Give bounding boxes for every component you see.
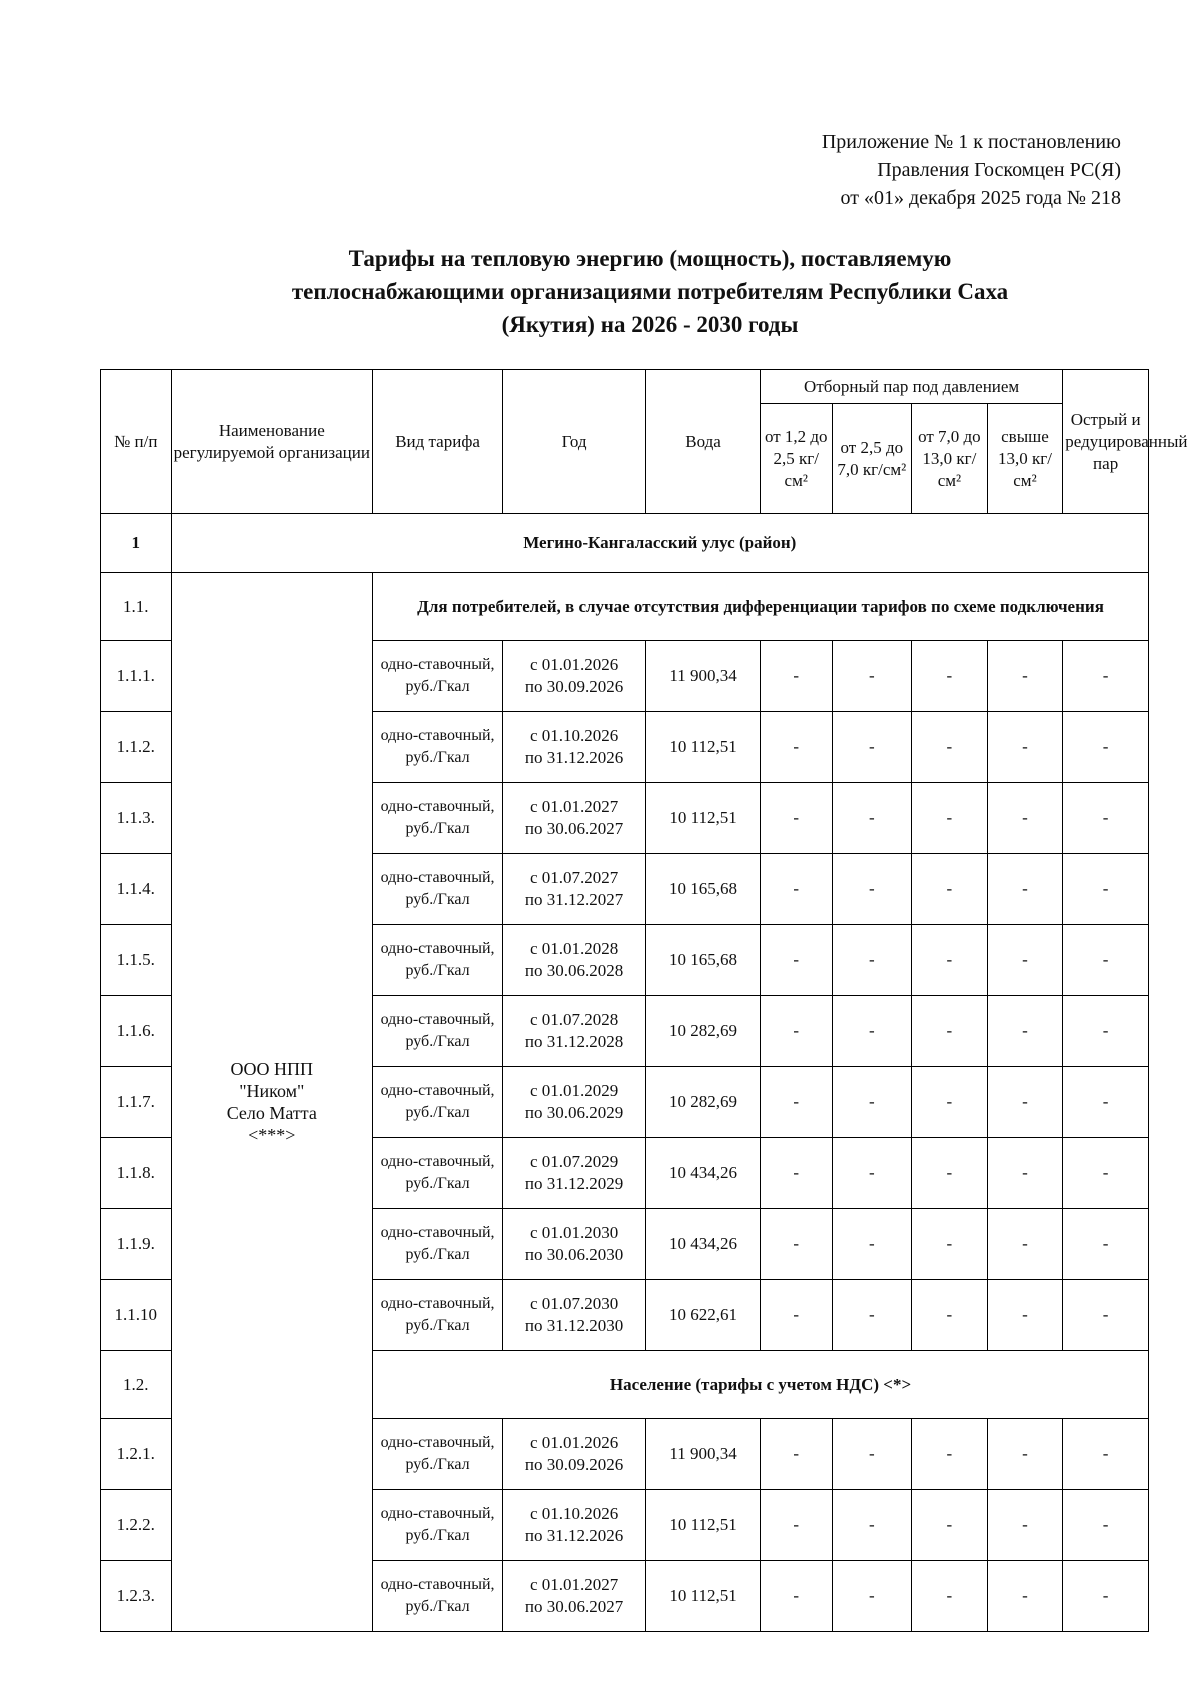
row-sharp-steam: - [1063,925,1149,996]
document-title [180,242,1120,341]
row-num: 1.1.6. [101,996,172,1067]
row-sharp-steam: - [1063,1561,1149,1632]
row-period-from: с 01.07.2028 [529,1010,619,1029]
row-steam-1: - [760,641,832,712]
row-steam-3: - [912,1490,988,1561]
organization-line-4: <***> [248,1125,296,1145]
row-water: 10 165,68 [646,854,761,925]
row-period-to: по 31.12.2029 [524,1174,624,1193]
row-period-from: с 01.01.2026 [529,1433,619,1452]
row-sharp-steam: - [1063,783,1149,854]
appendix-line-2: Правления Госкомцен РС(Я) [877,159,1121,181]
row-steam-1: - [760,1067,832,1138]
row-sharp-steam: - [1063,1067,1149,1138]
row-period-to: по 30.06.2028 [524,961,624,980]
header-steam-1: от 1,2 до 2,5 кг/см² [760,404,832,514]
row-num: 1.2.3. [101,1561,172,1632]
region-num: 1 [101,514,172,573]
row-steam-1: - [760,1419,832,1490]
row-water: 10 112,51 [646,712,761,783]
row-period-from: с 01.07.2027 [529,868,619,887]
row-water: 10 282,69 [646,996,761,1067]
row-period-from: с 01.07.2030 [529,1294,619,1313]
row-steam-1: - [760,1280,832,1351]
row-steam-2: - [832,1138,912,1209]
row-tariff-type: одно-ставочный, руб./Гкал [373,854,503,925]
row-steam-2: - [832,712,912,783]
row-steam-2: - [832,783,912,854]
row-num: 1.1.1. [101,641,172,712]
row-steam-3: - [912,925,988,996]
row-steam-4: - [987,1209,1063,1280]
row-steam-1: - [760,1490,832,1561]
row-period-from: с 01.10.2026 [529,1504,619,1523]
header-num: № п/п [101,370,172,514]
row-steam-1: - [760,1138,832,1209]
row-tariff-type: одно-ставочный, руб./Гкал [373,712,503,783]
row-sharp-steam: - [1063,1209,1149,1280]
row-water: 10 282,69 [646,1067,761,1138]
section-row-1 [101,573,1149,641]
row-tariff-type: одно-ставочный, руб./Гкал [373,925,503,996]
row-water: 10 434,26 [646,1209,761,1280]
header-organization: Наименование регулируемой организации [171,370,373,514]
row-tariff-type: одно-ставочный, руб./Гкал [373,1561,503,1632]
row-period-to: по 30.06.2029 [524,1103,624,1122]
row-period [503,1490,646,1561]
header-steam-2: от 2,5 до 7,0 кг/см² [832,404,912,514]
appendix-reference [521,128,1121,212]
title-line-2: теплоснабжающими организациями потребителям Республики Саха [291,279,1009,304]
header-steam-3: от 7,0 до 13,0 кг/см² [912,404,988,514]
row-steam-2: - [832,1209,912,1280]
row-period-from: с 01.01.2030 [529,1223,619,1242]
row-steam-4: - [987,1067,1063,1138]
row-steam-1: - [760,1209,832,1280]
row-tariff-type: одно-ставочный, руб./Гкал [373,996,503,1067]
row-steam-3: - [912,641,988,712]
row-steam-4: - [987,1419,1063,1490]
row-num: 1.1.9. [101,1209,172,1280]
row-steam-2: - [832,996,912,1067]
row-steam-4: - [987,712,1063,783]
row-steam-1: - [760,854,832,925]
title-line-1: Тарифы на тепловую энергию (мощность), поставляемую [348,246,952,271]
row-period-to: по 31.12.2028 [524,1032,624,1051]
section-2-title: Население (тарифы с учетом НДС) <*> [373,1351,1149,1419]
row-steam-4: - [987,996,1063,1067]
header-tariff-type: Вид тарифа [373,370,503,514]
row-water: 10 622,61 [646,1280,761,1351]
row-period [503,1419,646,1490]
row-water: 10 112,51 [646,1561,761,1632]
organization-line-2: "Ником" [239,1081,305,1101]
row-num: 1.1.7. [101,1067,172,1138]
row-steam-4: - [987,1280,1063,1351]
row-period [503,783,646,854]
organization-line-1: ООО НПП [230,1059,314,1079]
row-period-from: с 01.01.2027 [529,797,619,816]
row-steam-4: - [987,1490,1063,1561]
row-tariff-type: одно-ставочный, руб./Гкал [373,1280,503,1351]
row-water: 10 165,68 [646,925,761,996]
header-steam-group: Отборный пар под давлением [760,370,1062,404]
row-steam-3: - [912,712,988,783]
row-steam-2: - [832,925,912,996]
row-steam-3: - [912,1280,988,1351]
row-sharp-steam: - [1063,854,1149,925]
row-period [503,712,646,783]
row-steam-2: - [832,1419,912,1490]
row-num: 1.1.2. [101,712,172,783]
row-num: 1.1.5. [101,925,172,996]
row-sharp-steam: - [1063,996,1149,1067]
row-steam-3: - [912,783,988,854]
row-steam-4: - [987,641,1063,712]
row-steam-2: - [832,1067,912,1138]
row-period [503,1280,646,1351]
row-period-to: по 31.12.2030 [524,1316,624,1335]
row-period-to: по 30.06.2027 [524,1597,624,1616]
row-period-from: с 01.01.2026 [529,655,619,674]
row-steam-3: - [912,996,988,1067]
row-steam-1: - [760,996,832,1067]
row-steam-2: - [832,1280,912,1351]
row-steam-3: - [912,1067,988,1138]
row-steam-4: - [987,1561,1063,1632]
row-steam-2: - [832,641,912,712]
section-1-title: Для потребителей, в случае отсутствия дифференциации тарифов по схеме подключения [373,573,1149,641]
row-steam-4: - [987,783,1063,854]
row-steam-1: - [760,783,832,854]
tariff-table [100,369,1188,1632]
row-period [503,1138,646,1209]
row-steam-3: - [912,1138,988,1209]
row-period-to: по 30.06.2030 [524,1245,624,1264]
row-steam-3: - [912,854,988,925]
row-tariff-type: одно-ставочный, руб./Гкал [373,1490,503,1561]
row-num: 1.1.4. [101,854,172,925]
row-sharp-steam: - [1063,1419,1149,1490]
row-period [503,1209,646,1280]
row-period [503,925,646,996]
title-line-3: (Якутия) на 2026 - 2030 годы [501,312,799,337]
row-period-to: по 31.12.2026 [524,748,624,767]
row-water: 10 112,51 [646,783,761,854]
row-sharp-steam: - [1063,1138,1149,1209]
row-steam-3: - [912,1209,988,1280]
header-sharp-steam: Острый и редуцированный пар [1063,370,1149,514]
row-period-from: с 01.01.2029 [529,1081,619,1100]
row-steam-2: - [832,1561,912,1632]
row-steam-3: - [912,1561,988,1632]
row-water: 10 434,26 [646,1138,761,1209]
row-sharp-steam: - [1063,641,1149,712]
row-period-to: по 30.09.2026 [524,677,624,696]
row-period [503,1561,646,1632]
row-num: 1.1.3. [101,783,172,854]
row-steam-1: - [760,712,832,783]
row-period [503,641,646,712]
row-tariff-type: одно-ставочный, руб./Гкал [373,783,503,854]
row-period-from: с 01.01.2027 [529,1575,619,1594]
row-steam-4: - [987,1138,1063,1209]
row-water: 10 112,51 [646,1490,761,1561]
section-1-num: 1.1. [101,573,172,641]
row-steam-1: - [760,925,832,996]
row-steam-1: - [760,1561,832,1632]
row-num: 1.1.8. [101,1138,172,1209]
region-row [101,514,1149,573]
row-period-from: с 01.10.2026 [529,726,619,745]
row-period-from: с 01.07.2029 [529,1152,619,1171]
appendix-line-1: Приложение № 1 к постановлению [821,131,1121,153]
row-tariff-type: одно-ставочный, руб./Гкал [373,641,503,712]
row-sharp-steam: - [1063,1490,1149,1561]
row-tariff-type: одно-ставочный, руб./Гкал [373,1138,503,1209]
header-water: Вода [646,370,761,514]
row-period [503,996,646,1067]
row-tariff-type: одно-ставочный, руб./Гкал [373,1209,503,1280]
row-num: 1.1.10 [101,1280,172,1351]
row-num: 1.2.1. [101,1419,172,1490]
appendix-line-3: от «01» декабря 2025 года № 218 [840,187,1121,209]
row-steam-3: - [912,1419,988,1490]
row-steam-4: - [987,925,1063,996]
row-sharp-steam: - [1063,712,1149,783]
row-tariff-type: одно-ставочный, руб./Гкал [373,1419,503,1490]
row-period-from: с 01.01.2028 [529,939,619,958]
row-num: 1.2.2. [101,1490,172,1561]
row-sharp-steam: - [1063,1280,1149,1351]
row-steam-4: - [987,854,1063,925]
header-year: Год [503,370,646,514]
row-period [503,1067,646,1138]
row-tariff-type: одно-ставочный, руб./Гкал [373,1067,503,1138]
row-period [503,854,646,925]
row-period-to: по 31.12.2027 [524,890,624,909]
section-2-num: 1.2. [101,1351,172,1419]
row-steam-2: - [832,1490,912,1561]
row-water: 11 900,34 [646,641,761,712]
row-period-to: по 30.06.2027 [524,819,624,838]
header-steam-4: свыше 13,0 кг/см² [987,404,1063,514]
row-water: 11 900,34 [646,1419,761,1490]
row-period-to: по 31.12.2026 [524,1526,624,1545]
region-name: Мегино-Кангаласский улус (район) [171,514,1148,573]
organization-cell [171,573,373,1632]
row-period-to: по 30.09.2026 [524,1455,624,1474]
row-steam-2: - [832,854,912,925]
organization-line-3: Село Матта [226,1103,317,1123]
